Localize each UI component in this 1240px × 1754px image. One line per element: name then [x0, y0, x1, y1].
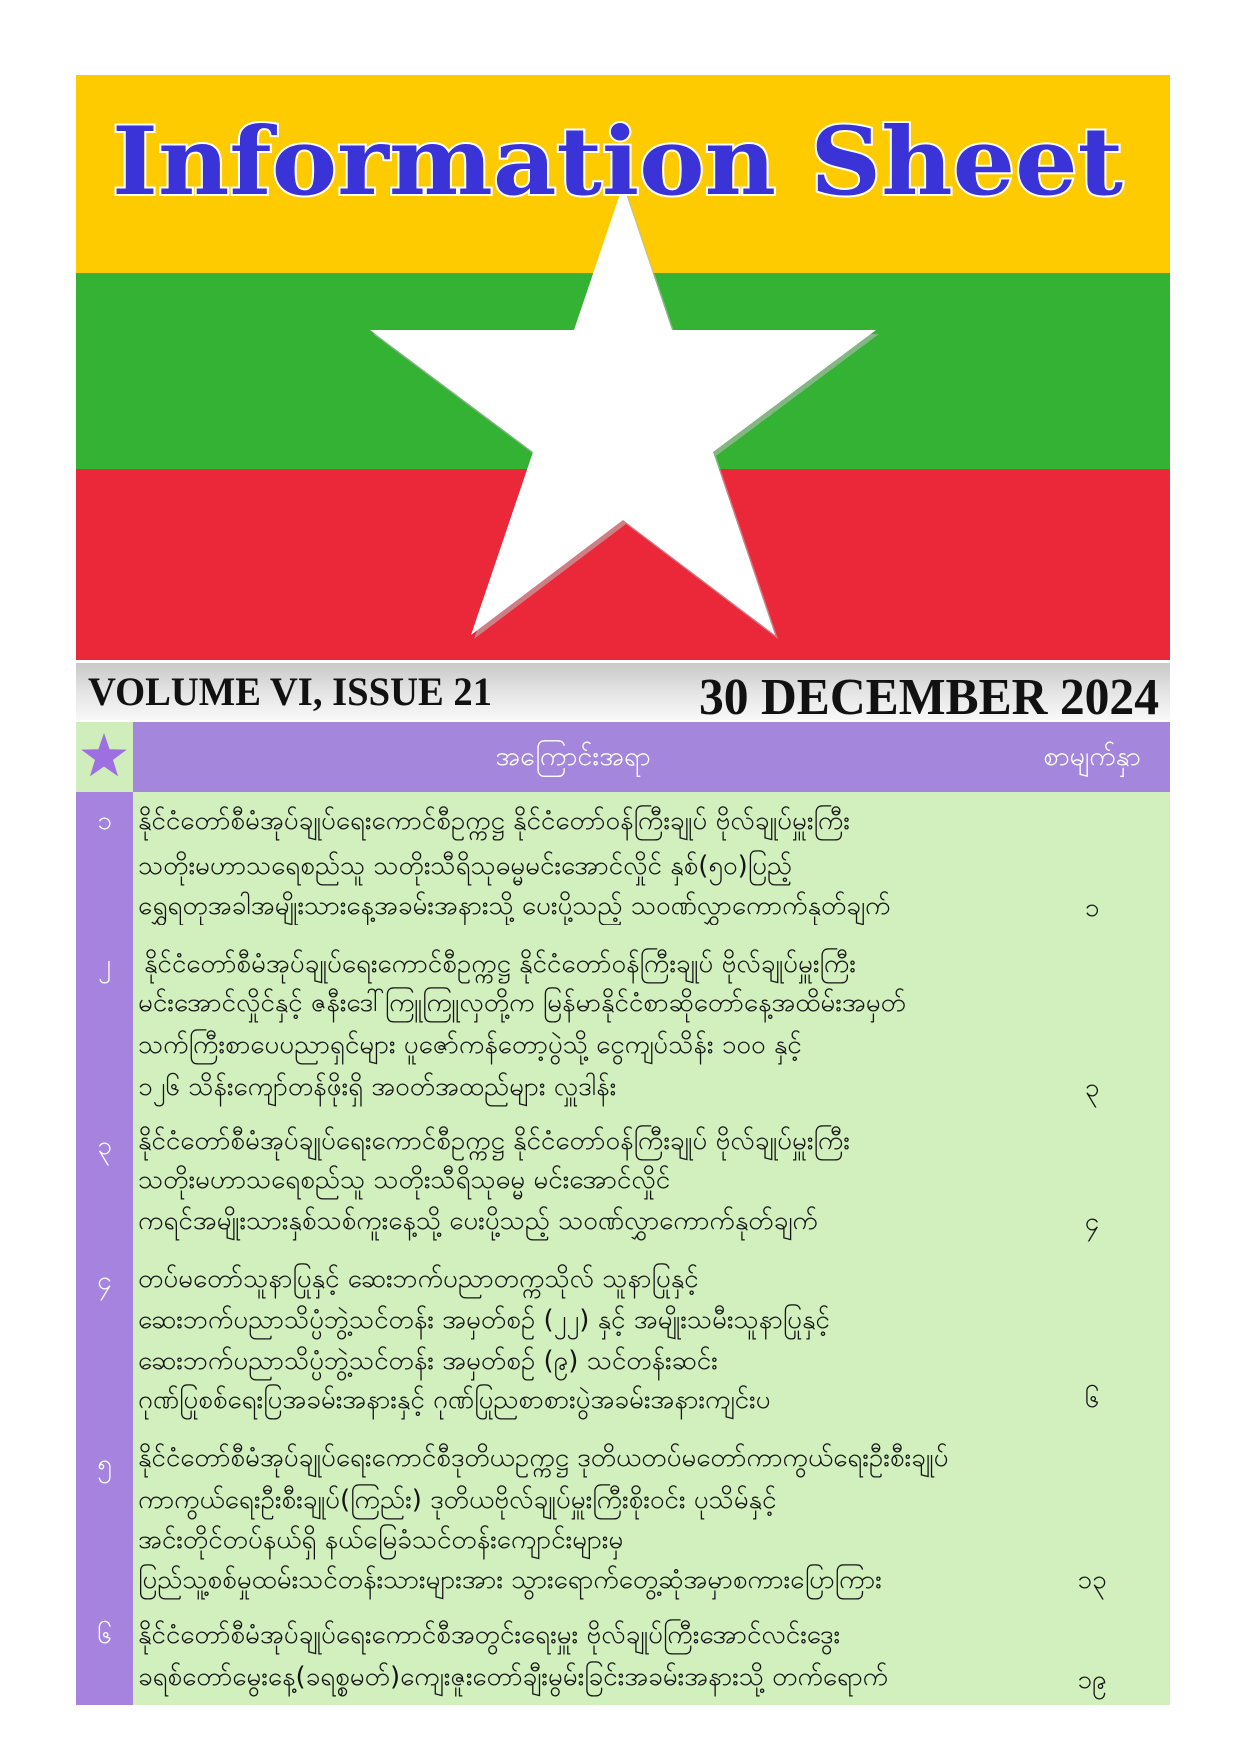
- page-column-header: စာမျက်နှာ: [1043, 741, 1141, 772]
- entry-page-number: ၃: [1084, 1073, 1100, 1103]
- entry-line: နိုင်ငံတော်စီမံအုပ်ချုပ်ရေးကောင်စီဥက္ကဋ္ဌ နိုင်ငံတော်ဝန်ကြီးချုပ် ဗိုလ်ချုပ်မှူးကြီး: [144, 949, 856, 979]
- header-star-cell: [76, 722, 133, 792]
- entry-line: ရွှေရတုအခါအမျိုးသားနေ့အခမ်းအနားသို့ ပေးပို့သည့် သဝဏ်လွှာကောက်နုတ်ချက်: [138, 891, 891, 921]
- toc-entry: [76, 792, 1170, 925]
- entry-number: ၆: [97, 1620, 112, 1650]
- entry-line: ဂုဏ်ပြုစစ်ရေးပြအခမ်းအနားနှင့် ဂုဏ်ပြုညစာစားပွဲအခမ်းအနားကျင်းပ: [138, 1385, 771, 1415]
- entry-line: သက်ကြီးစာပေပညာရှင်များ ပူဇော်ကန်တော့ပွဲသို့ ငွေကျပ်သိန်း ၁၀၀ နှင့်: [138, 1030, 802, 1060]
- issue-date: 30 DECEMBER 2024: [699, 669, 1159, 720]
- entry-page-number: ၁၉: [1077, 1665, 1107, 1695]
- star-icon: [76, 722, 133, 792]
- entry-line: အင်းတိုင်တပ်နယ်ရှိ နယ်မြေခံသင်တန်းကျောင်းများမှ: [138, 1525, 624, 1555]
- entry-number: ၅: [97, 1449, 112, 1479]
- flag-graphic: [76, 75, 1170, 660]
- volume-issue: VOLUME VI, ISSUE 21: [88, 669, 492, 714]
- volume-date-bar: [76, 663, 1170, 720]
- entry-number: ၄: [97, 1266, 112, 1296]
- entry-line: နိုင်ငံတော်စီမံအုပ်ချုပ်ရေးကောင်စီအတွင်းရေးမှူး ဗိုလ်ချုပ်ကြီးအောင်လင်းဒွေး: [138, 1620, 841, 1650]
- toc-entry: [76, 1600, 1170, 1705]
- entry-number: ၃: [97, 1131, 112, 1161]
- entry-line: ခရစ်တော်မွေးနေ့(ခရစ္စမတ်)ကျေးဇူးတော်ချီးမွမ်းခြင်းအခမ်းအနားသို့ တက်ရောက်: [138, 1662, 889, 1692]
- entry-page-number: ၁: [1084, 893, 1100, 923]
- toc-entry: [76, 1242, 1170, 1420]
- entry-line: သတိုးမဟာသရေစည်သူ သတိုးသီရိသုဓမ္မမင်းအောင်လှိုင် နှစ်(၅၀)ပြည့်: [138, 851, 793, 881]
- entry-line: သတိုးမဟာသရေစည်သူ သတိုးသီရိသုဓမ္မ မင်းအောင်လှိုင်: [138, 1165, 671, 1195]
- toc-entry: [76, 1420, 1170, 1600]
- entry-line: ၁၂၆ သိန်းကျော်တန်ဖိုးရှိ အဝတ်အထည်များ လှူဒါန်း: [138, 1072, 617, 1102]
- entry-line: မင်းအောင်လှိုင်နှင့် ဇနီးဒေါ်ကြူကြူလှတို့က မြန်မာနိုင်ငံစာဆိုတော်နေ့အထိမ်းအမှတ်: [138, 988, 906, 1018]
- volume-date-graphic: [76, 663, 1170, 720]
- contents-column-header: အကြောင်းအရာ: [495, 741, 651, 772]
- entry-line: နိုင်ငံတော်စီမံအုပ်ချုပ်ရေးကောင်စီဥက္ကဋ္ဌ နိုင်ငံတော်ဝန်ကြီးချုပ် ဗိုလ်ချုပ်မှူးကြီး: [138, 1126, 850, 1156]
- flag-banner: [76, 75, 1170, 660]
- entry-number: ၁: [97, 806, 112, 836]
- document-title: Information Sheet: [112, 107, 1123, 217]
- entry-page-number: ၆: [1084, 1384, 1100, 1414]
- entry-line: ကရင်အမျိုးသားနှစ်သစ်ကူးနေ့သို့ ပေးပို့သည့် သဝဏ်လွှာကောက်နုတ်ချက်: [138, 1206, 818, 1236]
- entry-page-number: ၁၃: [1077, 1565, 1107, 1595]
- toc-entry: [76, 925, 1170, 1108]
- entry-page-number: ၄: [1084, 1207, 1100, 1237]
- toc-header: [133, 722, 1170, 792]
- entry-line: ပြည်သူ့စစ်မှုထမ်းသင်တန်းသားများအား သွားရောက်တွေ့ဆုံအမှာစကားပြောကြား: [138, 1565, 882, 1595]
- toc-entry: [76, 1108, 1170, 1242]
- entry-line: နိုင်ငံတော်စီမံအုပ်ချုပ်ရေးကောင်စီဒုတိယဥက္ကဋ္ဌ ဒုတိယတပ်မတော်ကာကွယ်ရေးဦးစီးချုပ်: [138, 1443, 949, 1473]
- entry-number: ၂: [98, 949, 111, 979]
- entry-line: ဆေးဘက်ပညာသိပ္ပံဘွဲ့သင်တန်း အမှတ်စဉ် (၂၂) နှင့် အမျိုးသမီးသူနာပြုနှင့်: [138, 1305, 830, 1335]
- entry-line: တပ်မတော်သူနာပြုနှင့် ဆေးဘက်ပညာတက္ကသိုလ် သူနာပြုနှင့်: [138, 1264, 699, 1294]
- entry-line: ကာကွယ်ရေးဦးစီးချုပ်(ကြည်း) ဒုတိယဗိုလ်ချုပ်မှူးကြီးစိုးဝင်း ပုသိမ်နှင့်: [138, 1485, 777, 1515]
- entry-line: ဆေးဘက်ပညာသိပ္ပံဘွဲ့သင်တန်း အမှတ်စဉ် (၉) သင်တန်းဆင်း: [138, 1346, 718, 1376]
- entry-line: နိုင်ငံတော်စီမံအုပ်ချုပ်ရေးကောင်စီဥက္ကဋ္ဌ နိုင်ငံတော်ဝန်ကြီးချုပ် ဗိုလ်ချုပ်မှူးကြီး: [138, 806, 850, 836]
